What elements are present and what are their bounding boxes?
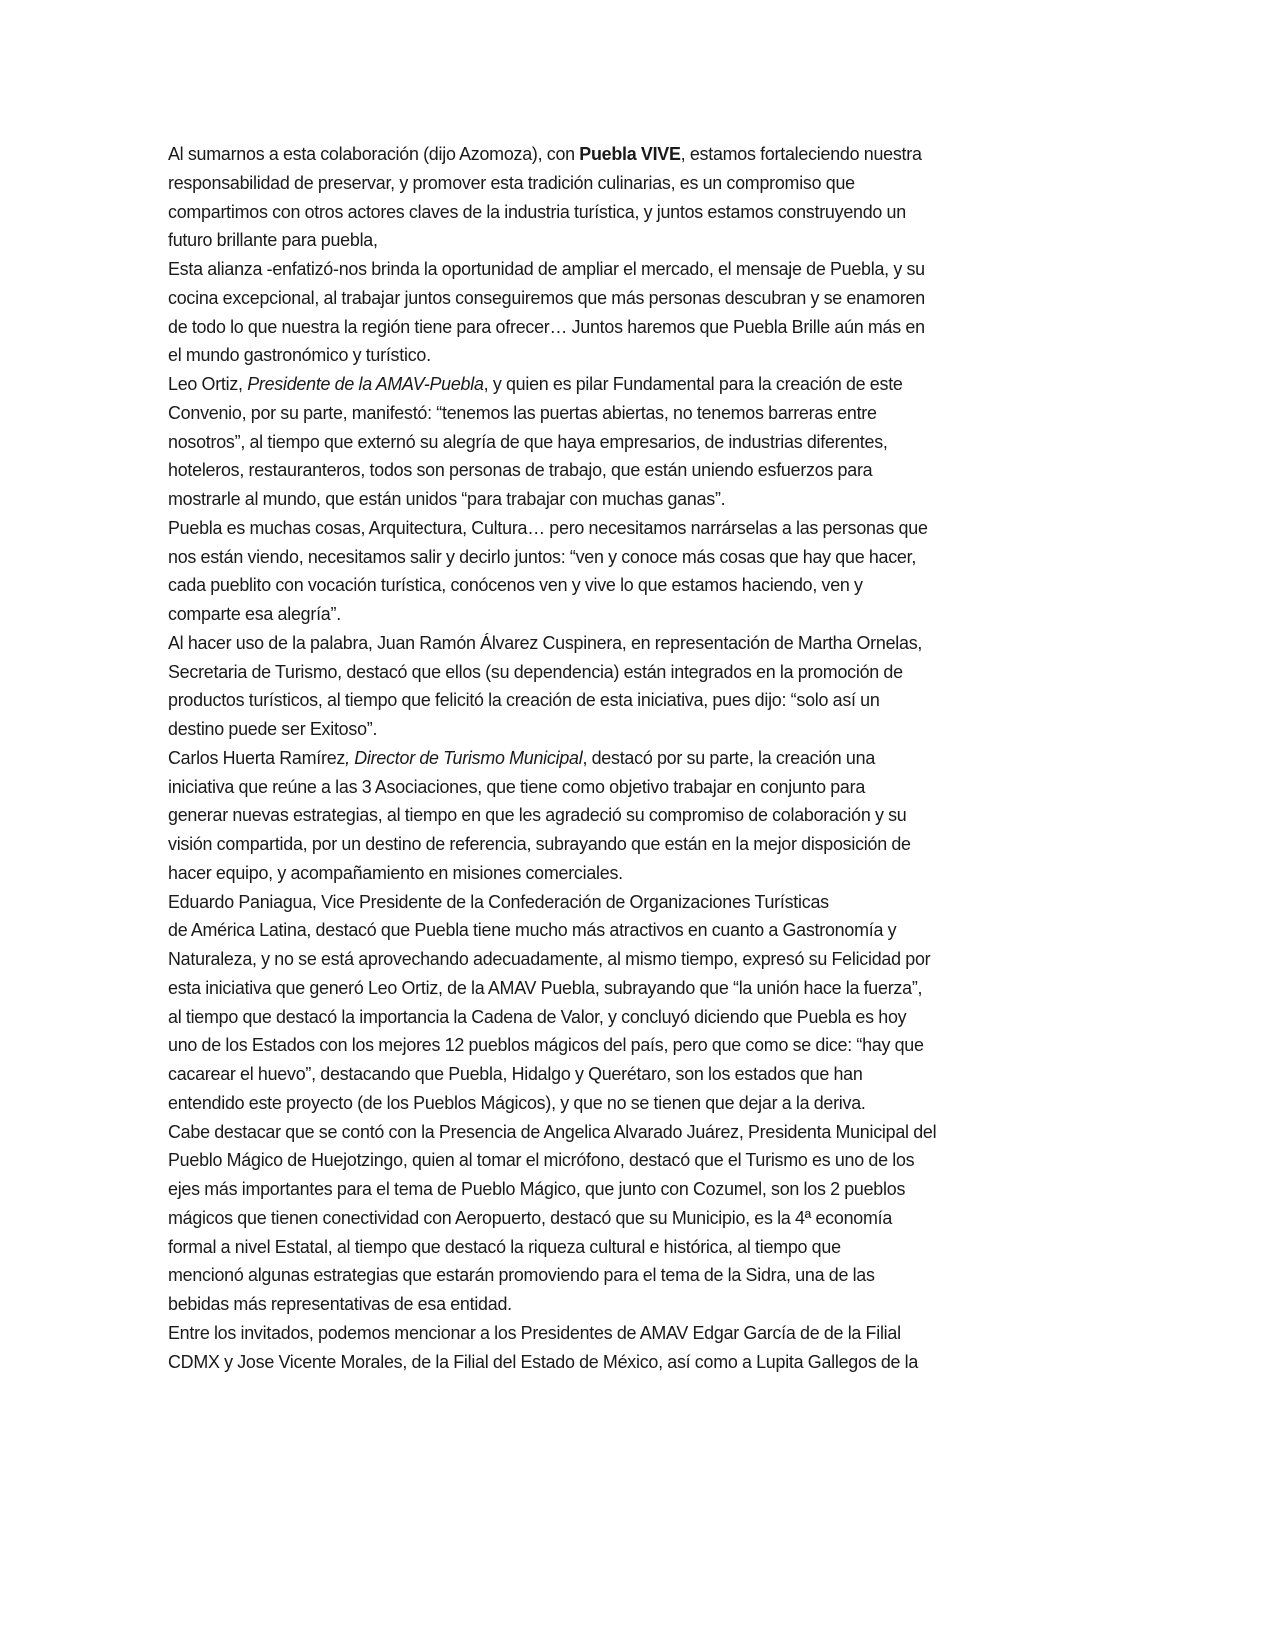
text-line: generar nuevas estrategias, al tiempo en que les agradeció su compromiso de colaboración y su xyxy=(168,805,907,826)
text-line: compartimos con otros actores claves de la industria turística, y juntos estamos construyendo un xyxy=(168,201,906,222)
text-line: el mundo gastronómico y turístico. xyxy=(168,345,431,366)
text-line: Secretaria de Turismo, destacó que ellos (su dependencia) están integrados en la promoción de xyxy=(168,661,903,682)
text-line: CDMX y Jose Vicente Morales, de la Filial del Estado de México, así como a Lupita Gallegos de la xyxy=(168,1351,919,1372)
text-line: Entre los invitados, podemos mencionar a los Presidentes de AMAV Edgar García de de la Filial xyxy=(168,1322,901,1343)
text-line: mágicos que tienen conectividad con Aeropuerto, destacó que su Municipio, es la 4ª economía xyxy=(168,1207,893,1228)
text-line: formal a nivel Estatal, al tiempo que destacó la riqueza cultural e histórica, al tiempo que xyxy=(168,1236,841,1257)
text-line: de América Latina, destacó que Puebla tiene mucho más atractivos en cuanto a Gastronomía y xyxy=(168,920,897,941)
text-line: comparte esa alegría”. xyxy=(168,604,341,624)
text-line: Puebla es muchas cosas, Arquitectura, Cultura… pero necesitamos narrárselas a las personas que xyxy=(168,517,928,538)
text-run: , y quien es pilar Fundamental para la creación de este xyxy=(483,374,903,394)
text-line: iniciativa que reúne a las 3 Asociaciones, que tiene como objetivo trabajar en conjunto para xyxy=(168,776,866,797)
text-run: Al sumarnos a esta colaboración (dijo Azomoza), con xyxy=(168,144,580,164)
text-line: Convenio, por su parte, manifestó: “tenemos las puertas abiertas, no tenemos barreras entre xyxy=(168,402,877,423)
text-line: cada pueblito con vocación turística, conócenos ven y vive lo que estamos haciendo, ven y xyxy=(168,575,863,596)
text-line: futuro brillante para puebla, xyxy=(168,230,378,251)
text-line: Eduardo Paniagua, Vice Presidente de la Confederación de Organizaciones Turísticas xyxy=(168,891,829,912)
text-line: visión compartida, por un destino de referencia, subrayando que están en la mejor disposición de xyxy=(168,834,911,854)
text-line: Pueblo Mágico de Huejotzingo, quien al tomar el micrófono, destacó que el Turismo es uno de los xyxy=(168,1150,915,1171)
text-line: cacarear el huevo”, destacando que Puebla, Hidalgo y Querétaro, son los estados que han xyxy=(168,1064,863,1084)
text-run: , estamos fortaleciendo nuestra xyxy=(680,144,922,164)
text-line: productos turísticos, al tiempo que felicitó la creación de esta iniciativa, pues dijo: “solo así un xyxy=(168,690,880,711)
text-line: mostrarle al mundo, que están unidos “para trabajar con muchas ganas”. xyxy=(168,489,726,509)
italic-title: Presidente de la AMAV-Puebla xyxy=(247,374,484,394)
text-line: responsabilidad de preservar, y promover esta tradición culinarias, es un compromiso que xyxy=(168,172,855,193)
text-line xyxy=(168,370,1053,399)
text-line: hacer equipo, y acompañamiento en misiones comerciales. xyxy=(168,862,623,883)
text-run: Carlos Huerta Ramírez xyxy=(168,747,346,768)
text-line: hoteleros, restauranteros, todos son personas de trabajo, que están uniendo esfuerzos para xyxy=(168,460,873,481)
text-line: al tiempo que destacó la importancia la Cadena de Valor, y concluyó diciendo que Puebla es hoy xyxy=(168,1006,907,1027)
text-line: nos están viendo, necesitamos salir y decirlo juntos: “ven y conoce más cosas que hay que hacer, xyxy=(168,546,917,567)
text-line xyxy=(168,140,1053,169)
document-body xyxy=(168,140,1068,1376)
text-line: Cabe destacar que se contó con la Presencia de Angelica Alvarado Juárez, Presidenta Municipal del xyxy=(168,1121,937,1142)
text-line: cocina excepcional, al trabajar juntos conseguiremos que más personas descubran y se enamoren xyxy=(168,287,925,308)
text-line: entendido este proyecto (de los Pueblos Mágicos), y que no se tienen que dejar a la deriva. xyxy=(168,1092,866,1113)
text-line: ejes más importantes para el tema de Pueblo Mágico, que junto con Cozumel, son los 2 pueblos xyxy=(168,1179,906,1199)
text-line: de todo lo que nuestra la región tiene para ofrecer… Juntos haremos que Puebla Brille aún más en xyxy=(168,316,925,337)
text-line xyxy=(168,744,1053,773)
text-run: Leo Ortiz, xyxy=(168,374,248,394)
text-line: destino puede ser Exitoso”. xyxy=(168,719,378,739)
text-line: Esta alianza -enfatizó-nos brinda la oportunidad de ampliar el mercado, el mensaje de Puebla, y su xyxy=(168,259,925,279)
text-line: bebidas más representativas de esa entidad. xyxy=(168,1294,512,1314)
text-line: Al hacer uso de la palabra, Juan Ramón Álvarez Cuspinera, en representación de Martha Ornelas, xyxy=(168,632,923,653)
text-line: esta iniciativa que generó Leo Ortiz, de la AMAV Puebla, subrayando que “la unión hace la fuerza”, xyxy=(168,977,923,998)
bold-brand-name: Puebla VIVE xyxy=(579,144,681,164)
text-line: uno de los Estados con los mejores 12 pueblos mágicos del país, pero que como se dice: “hay que xyxy=(168,1035,924,1056)
text-line: Naturaleza, y no se está aprovechando adecuadamente, al mismo tiempo, expresó su Felicidad por xyxy=(168,949,931,969)
text-line: nosotros”, al tiempo que externó su alegría de que haya empresarios, de industrias diferentes, xyxy=(168,431,888,452)
italic-title: , Director de Turismo Municipal xyxy=(345,747,583,768)
text-run: , destacó por su parte, la creación una xyxy=(582,747,876,768)
text-line: mencionó algunas estrategias que estarán promoviendo para el tema de la Sidra, una de las xyxy=(168,1265,875,1286)
